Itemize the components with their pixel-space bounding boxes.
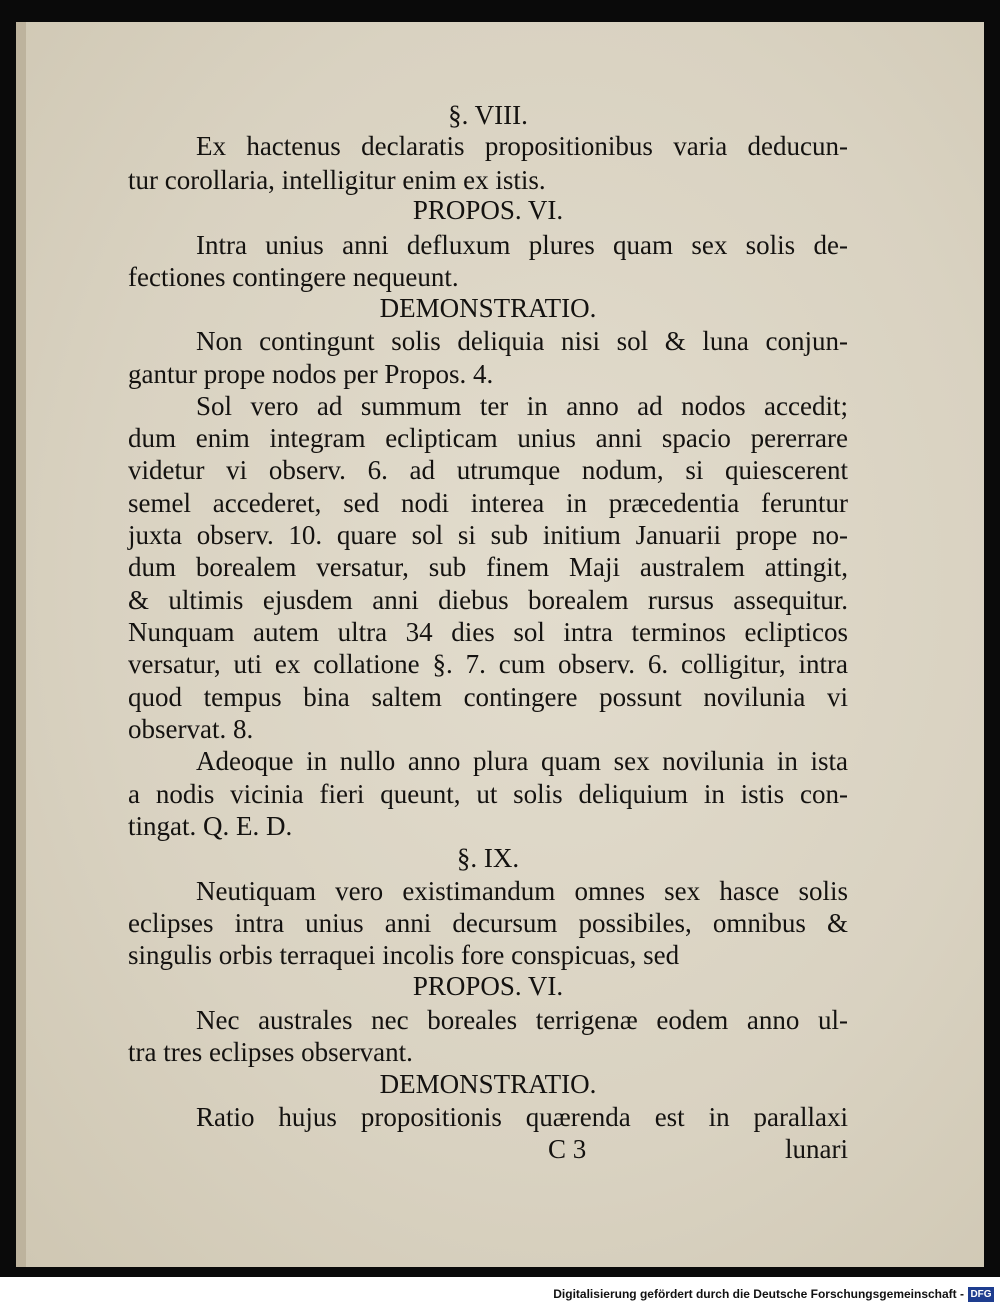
text-line: videtur vi observ. 6. ad utrumque nodum, si quiescerent [128, 455, 848, 485]
text-line: dum borealem versatur, sub finem Maji australem attingit, [128, 552, 848, 582]
text-line: Ratio hujus propositionis quærenda est in parallaxi [196, 1102, 848, 1132]
text-line: juxta observ. 10. quare sol si sub initium Januarii prope no- [128, 520, 848, 550]
dfg-logo: DFG [968, 1287, 994, 1302]
proposition-heading: PROPOS. VI. [412, 195, 564, 225]
text-line: Nec australes nec boreales terrigenæ eodem anno ul- [196, 1005, 848, 1035]
text-line: tur corollaria, intelligitur enim ex istis. [128, 165, 546, 195]
text-line: dum enim integram eclipticam unius anni spacio pererrare [128, 423, 848, 453]
section-heading: §. IX. [456, 843, 520, 873]
text-line: Nunquam autem ultra 34 dies sol intra terminos eclipticos [128, 617, 848, 647]
text-line: observat. 8. [128, 714, 254, 744]
demonstratio-heading: DEMONSTRATIO. [379, 1069, 597, 1099]
text-line: Neutiquam vero existimandum omnes sex hasce solis [196, 876, 848, 906]
demonstratio-heading: DEMONSTRATIO. [379, 293, 597, 323]
text-line: tingat. Q. E. D. [128, 811, 293, 841]
book-page [16, 22, 984, 1267]
funding-notice: Digitalisierung gefördert durch die Deutsche Forschungsgemeinschaft - [553, 1287, 964, 1301]
text-line: Intra unius anni defluxum plures quam sex solis de- [196, 230, 848, 260]
text-line: Adeoque in nullo anno plura quam sex novilunia in ista [196, 746, 848, 776]
text-line: fectiones contingere nequeunt. [128, 262, 459, 292]
text-line: Ex hactenus declaratis propositionibus varia deducun- [196, 131, 848, 161]
proposition-heading: PROPOS. VI. [412, 971, 564, 1001]
text-line: a nodis vicinia fieri queunt, ut solis deliquium in istis con- [128, 779, 848, 809]
text-line: Non contingunt solis deliquia nisi sol & luna conjun- [196, 326, 848, 356]
text-line: Sol vero ad summum ter in anno ad nodos accedit; [196, 391, 848, 421]
footer-bar [0, 1285, 1000, 1306]
catchword: lunari [785, 1134, 848, 1164]
text-line: eclipses intra unius anni decursum possibiles, omnibus & [128, 908, 848, 938]
text-line: singulis orbis terraquei incolis fore conspicuas, sed [128, 940, 680, 970]
text-line: quod tempus bina saltem contingere possunt novilunia vi [128, 682, 848, 712]
text-line: tra tres eclipses observant. [128, 1037, 413, 1067]
text-line: & ultimis ejusdem anni diebus borealem rursus assequitur. [128, 585, 848, 615]
text-line: gantur prope nodos per Propos. 4. [128, 359, 494, 389]
signature-mark: C 3 [548, 1134, 587, 1164]
text-line: versatur, uti ex collatione §. 7. cum observ. 6. colligitur, intra [128, 649, 848, 679]
text-line: semel accederet, sed nodi interea in præcedentia feruntur [128, 488, 848, 518]
section-heading: §. VIII. [448, 100, 528, 130]
